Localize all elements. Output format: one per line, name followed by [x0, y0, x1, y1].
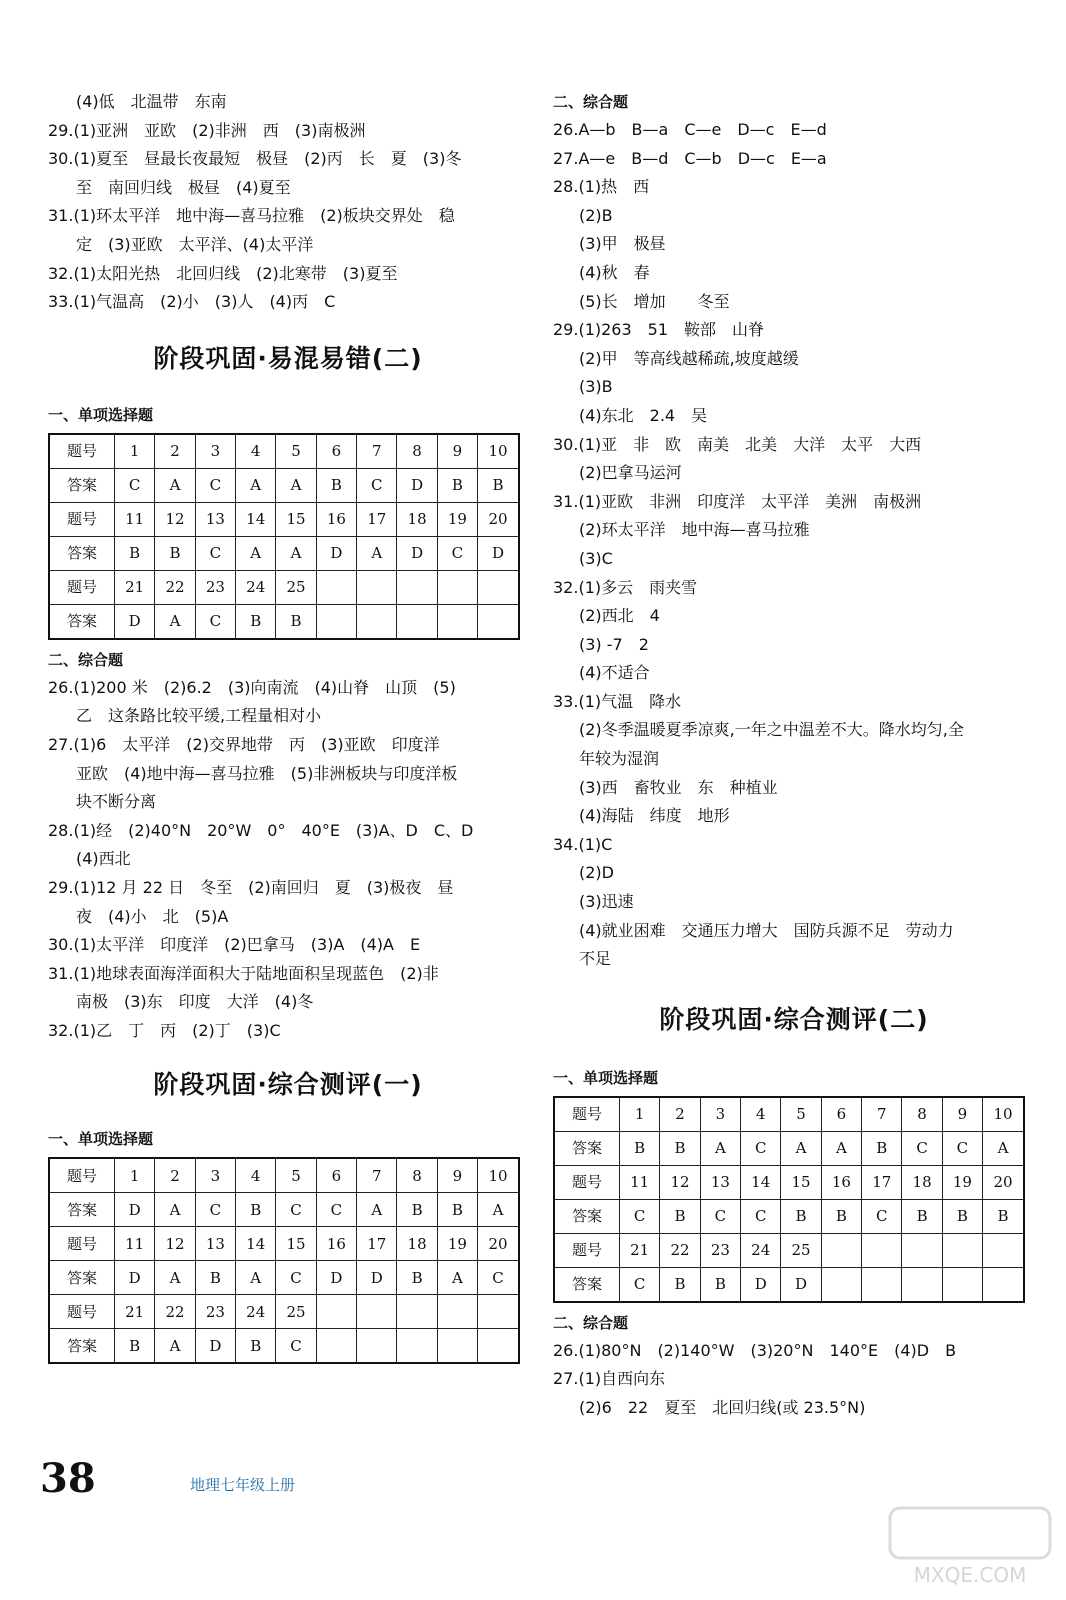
answer-cell: D — [741, 1267, 781, 1302]
answer-cell — [478, 604, 519, 639]
answer-line: 32.(1)多云 雨夹雪 — [553, 577, 698, 597]
answer-cell: B — [862, 1131, 902, 1165]
answer-cell: A — [155, 604, 195, 639]
answer-cell: B — [397, 1193, 437, 1227]
answer-cell: B — [983, 1199, 1024, 1233]
answer-line: (4)就业困难 交通压力增大 国防兵源不足 劳动力 — [579, 920, 954, 940]
answer-line: 块不断分离 — [76, 792, 157, 812]
answer-cell: B — [478, 468, 519, 502]
answer-cell: D — [357, 1261, 397, 1295]
answer-cell: 12 — [660, 1165, 700, 1199]
answer-line: 32.(1)乙 丁 丙 (2)丁 (3)C — [48, 1020, 281, 1040]
answer-cell: 13 — [195, 1227, 235, 1261]
answer-cell: 19 — [942, 1165, 982, 1199]
answer-cell: C — [276, 1261, 316, 1295]
table-row — [49, 1261, 519, 1295]
answer-cell: C — [862, 1199, 902, 1233]
answer-cell: C — [195, 604, 235, 639]
answer-cell: 16 — [821, 1165, 861, 1199]
answer-cell: B — [276, 604, 316, 639]
answer-cell: B — [700, 1267, 740, 1302]
row-header-cell: 题号 — [554, 1165, 620, 1199]
answer-lines-block — [553, 1337, 1035, 1423]
answer-cell — [397, 1295, 437, 1329]
row-header-cell: 答案 — [554, 1131, 620, 1165]
answer-table — [48, 1157, 520, 1364]
answer-cell: A — [236, 1261, 276, 1295]
answer-cell: B — [660, 1199, 700, 1233]
answer-cell: C — [620, 1199, 660, 1233]
answer-cell — [357, 570, 397, 604]
answer-cell — [478, 570, 519, 604]
answer-cell: B — [902, 1199, 942, 1233]
answer-cell: 6 — [316, 434, 356, 469]
answer-line: (3)C — [579, 548, 613, 568]
row-header-cell: 题号 — [49, 1295, 115, 1329]
row-header-cell: 答案 — [49, 536, 115, 570]
answer-cell: 24 — [236, 570, 276, 604]
answer-cell: 8 — [397, 434, 437, 469]
answer-line: 31.(1)亚欧 非洲 印度洋 太平洋 美洲 南极洲 — [553, 491, 922, 511]
answer-cell: 18 — [397, 502, 437, 536]
answer-cell: C — [276, 1329, 316, 1364]
answer-cell: 22 — [155, 1295, 195, 1329]
answer-line: 29.(1)12 月 22 日 冬至 (2)南回归 夏 (3)极夜 昼 — [48, 877, 454, 897]
section-title: 阶段巩固·综合测评(一) — [153, 1070, 423, 1100]
answer-cell — [437, 1329, 477, 1364]
section-heading: 一、单项选择题 — [553, 1068, 659, 1087]
answer-cell: B — [155, 536, 195, 570]
answer-line: 33.(1)气温 降水 — [553, 691, 682, 711]
answer-line: (5)长 增加 冬至 — [579, 291, 730, 311]
answer-cell: 5 — [276, 1158, 316, 1193]
answer-cell: A — [236, 468, 276, 502]
answer-cell: 20 — [983, 1165, 1024, 1199]
section-heading: 一、单项选择题 — [48, 405, 154, 424]
answer-line: 26.(1)200 米 (2)6.2 (3)向南流 (4)山脊 山顶 (5) — [48, 677, 456, 697]
answer-cell — [821, 1267, 861, 1302]
answer-cell: 15 — [276, 1227, 316, 1261]
answer-line: (2)环太平洋 地中海—喜马拉雅 — [579, 520, 810, 540]
answer-cell: A — [478, 1193, 519, 1227]
answer-cell: D — [115, 604, 155, 639]
answer-cell: A — [357, 536, 397, 570]
answer-cell: 23 — [195, 1295, 235, 1329]
answer-cell: 1 — [115, 434, 155, 469]
section-heading: 二、综合题 — [48, 650, 124, 669]
answer-line: 乙 这条路比较平缓,工程量相对小 — [76, 706, 322, 726]
section-heading: 一、单项选择题 — [48, 1130, 154, 1149]
answer-line: (4)东北 2.4 吴 — [579, 405, 708, 425]
answer-cell: C — [620, 1267, 660, 1302]
answer-cell: 24 — [741, 1233, 781, 1267]
table-row — [49, 1329, 519, 1364]
answer-cell: D — [316, 536, 356, 570]
answer-cell — [316, 604, 356, 639]
answer-line: (2)西北 4 — [579, 606, 660, 626]
answer-cell: A — [276, 536, 316, 570]
table-row — [554, 1131, 1024, 1165]
answer-cell: 9 — [942, 1097, 982, 1132]
answer-line: (2)B — [579, 205, 613, 225]
answer-cell: C — [741, 1199, 781, 1233]
answer-cell — [397, 570, 437, 604]
answer-line: (3) -7 2 — [579, 634, 649, 654]
answer-cell: 16 — [316, 502, 356, 536]
answer-cell: A — [700, 1131, 740, 1165]
answer-line: 29.(1)亚洲 亚欧 (2)非洲 西 (3)南极洲 — [48, 120, 366, 140]
answer-line: 26.A—b B—a C—e D—c E—d — [553, 120, 827, 139]
answer-line: 31.(1)环太平洋 地中海—喜马拉雅 (2)板块交界处 稳 — [48, 206, 455, 226]
answer-cell — [478, 1329, 519, 1364]
answer-cell — [357, 1329, 397, 1364]
row-header-cell: 题号 — [554, 1233, 620, 1267]
answer-cell: C — [741, 1131, 781, 1165]
row-header-cell: 答案 — [49, 1329, 115, 1364]
answer-cell — [316, 1295, 356, 1329]
answer-cell: 22 — [155, 570, 195, 604]
answer-cell: 21 — [115, 1295, 155, 1329]
answer-cell: 3 — [700, 1097, 740, 1132]
answer-line: 28.(1)经 (2)40°N 20°W 0° 40°E (3)A、D C、D — [48, 820, 474, 840]
row-header-cell: 答案 — [49, 1193, 115, 1227]
answer-cell — [902, 1233, 942, 1267]
answer-cell: A — [155, 1261, 195, 1295]
answer-cell: 9 — [437, 1158, 477, 1193]
answer-cell: 25 — [276, 570, 316, 604]
answer-line: (4)海陆 纬度 地形 — [579, 806, 730, 826]
answer-line: (4)低 北温带 东南 — [76, 92, 227, 111]
answer-cell: 9 — [437, 434, 477, 469]
answer-cell — [397, 604, 437, 639]
answer-line: 南极 (3)东 印度 大洋 (4)冬 — [76, 992, 314, 1012]
table-row — [49, 434, 519, 469]
answer-cell: 3 — [195, 1158, 235, 1193]
answer-cell: D — [397, 468, 437, 502]
answer-line: 30.(1)夏至 昼最长夜最短 极昼 (2)丙 长 夏 (3)冬 — [48, 149, 462, 169]
answer-cell: 17 — [357, 1227, 397, 1261]
table-row — [49, 1158, 519, 1193]
row-header-cell: 题号 — [49, 1227, 115, 1261]
answer-cell: 4 — [741, 1097, 781, 1132]
answer-line: (3)甲 极昼 — [579, 234, 666, 254]
answer-line: (2)6 22 夏至 北回归线(或 23.5°N) — [579, 1398, 866, 1417]
answer-cell: 8 — [902, 1097, 942, 1132]
answer-line: (2)巴拿马运河 — [579, 463, 682, 483]
answer-cell: 17 — [862, 1165, 902, 1199]
answer-cell: 13 — [195, 502, 235, 536]
answer-cell: B — [115, 1329, 155, 1364]
answer-line: 夜 (4)小 北 (5)A — [76, 906, 229, 926]
section-heading: 二、综合题 — [553, 1313, 629, 1332]
section-title: 阶段巩固·易混易错(二) — [153, 343, 423, 373]
answer-cell: C — [357, 468, 397, 502]
answer-cell: B — [316, 468, 356, 502]
table-row — [554, 1097, 1024, 1132]
answer-cell — [397, 1329, 437, 1364]
answer-cell: 12 — [155, 502, 195, 536]
answer-cell: A — [276, 468, 316, 502]
answer-cell: 20 — [478, 1227, 519, 1261]
answer-cell: C — [902, 1131, 942, 1165]
answer-cell — [942, 1267, 982, 1302]
answer-cell: C — [276, 1193, 316, 1227]
answer-cell: 23 — [195, 570, 235, 604]
answer-line: 29.(1)263 51 鞍部 山脊 — [553, 320, 765, 340]
answer-line: (2)甲 等高线越稀疏,坡度越缓 — [579, 348, 799, 368]
answer-cell: B — [397, 1261, 437, 1295]
answer-line: 34.(1)C — [553, 834, 613, 854]
answer-cell: B — [437, 1193, 477, 1227]
answer-cell: 7 — [357, 434, 397, 469]
answer-cell: 15 — [276, 502, 316, 536]
table-row — [49, 1193, 519, 1227]
table-row — [49, 468, 519, 502]
answer-cell: B — [660, 1131, 700, 1165]
answer-line: 年较为湿润 — [579, 749, 660, 769]
answer-cell: 23 — [700, 1233, 740, 1267]
watermark-logo-icon — [880, 1500, 1060, 1590]
answer-cell: C — [942, 1131, 982, 1165]
answer-cell: B — [620, 1131, 660, 1165]
table-row — [49, 1227, 519, 1261]
answer-lines-block — [48, 88, 528, 317]
answer-cell: 10 — [983, 1097, 1024, 1132]
answer-cell: A — [357, 1193, 397, 1227]
answer-cell — [821, 1233, 861, 1267]
table-row — [554, 1267, 1024, 1302]
answer-cell: 2 — [155, 434, 195, 469]
answer-cell: B — [660, 1267, 700, 1302]
answer-cell: B — [195, 1261, 235, 1295]
answer-cell: 7 — [357, 1158, 397, 1193]
answer-cell: B — [236, 1193, 276, 1227]
answer-cell: C — [195, 1193, 235, 1227]
answer-cell: A — [155, 1193, 195, 1227]
watermark-text: MXQE.COM — [913, 1563, 1027, 1587]
table-row — [49, 536, 519, 570]
answer-cell: 17 — [357, 502, 397, 536]
page-number: 38 — [40, 1455, 96, 1502]
answer-cell — [983, 1233, 1024, 1267]
answer-cell: 16 — [316, 1227, 356, 1261]
answer-cell: 6 — [821, 1097, 861, 1132]
answer-cell: 10 — [478, 434, 519, 469]
answer-cell: B — [942, 1199, 982, 1233]
answer-cell: 21 — [115, 570, 155, 604]
table-row — [49, 1295, 519, 1329]
answer-cell: D — [115, 1193, 155, 1227]
answer-cell — [316, 570, 356, 604]
answer-cell: B — [821, 1199, 861, 1233]
row-header-cell: 答案 — [49, 604, 115, 639]
answer-cell: D — [397, 536, 437, 570]
book-title: 地理七年级上册 — [190, 1476, 296, 1494]
answer-cell: 2 — [155, 1158, 195, 1193]
answer-line: (3)西 畜牧业 东 种植业 — [579, 777, 778, 797]
answer-line: 不足 — [579, 949, 612, 969]
answer-cell: A — [155, 1329, 195, 1364]
answer-cell: A — [781, 1131, 821, 1165]
answer-cell: C — [195, 468, 235, 502]
answer-cell: 2 — [660, 1097, 700, 1132]
answer-cell: 25 — [276, 1295, 316, 1329]
row-header-cell: 答案 — [49, 468, 115, 502]
answer-cell: 18 — [902, 1165, 942, 1199]
answer-table — [48, 433, 520, 640]
answer-cell — [437, 570, 477, 604]
answer-cell: D — [316, 1261, 356, 1295]
answer-cell: C — [437, 536, 477, 570]
answer-line: 27.A—e B—d C—b D—c E—a — [553, 148, 827, 168]
row-header-cell: 答案 — [554, 1199, 620, 1233]
answer-cell: 13 — [700, 1165, 740, 1199]
answer-table — [553, 1096, 1025, 1303]
table-row — [554, 1199, 1024, 1233]
answer-cell: C — [700, 1199, 740, 1233]
answer-cell: C — [115, 468, 155, 502]
row-header-cell: 题号 — [49, 1158, 115, 1193]
answer-cell: 14 — [236, 1227, 276, 1261]
answer-cell — [862, 1267, 902, 1302]
answer-line: (4)秋 春 — [579, 262, 650, 282]
table-row — [554, 1165, 1024, 1199]
table-row — [49, 604, 519, 639]
answer-cell: 4 — [236, 434, 276, 469]
answer-cell: D — [195, 1329, 235, 1364]
answer-cell: 20 — [478, 502, 519, 536]
answer-cell: 11 — [620, 1165, 660, 1199]
answer-line: (2)冬季温暖夏季凉爽,一年之中温差不大。降水均匀,全 — [579, 720, 964, 740]
row-header-cell: 答案 — [49, 1261, 115, 1295]
answer-cell: 22 — [660, 1233, 700, 1267]
answer-cell: 10 — [478, 1158, 519, 1193]
section-title: 阶段巩固·综合测评(二) — [659, 1004, 929, 1034]
answer-cell: A — [821, 1131, 861, 1165]
answer-cell: 19 — [437, 1227, 477, 1261]
answer-cell: 12 — [155, 1227, 195, 1261]
answer-line: 28.(1)热 西 — [553, 177, 650, 197]
answer-cell: 15 — [781, 1165, 821, 1199]
row-header-cell: 题号 — [554, 1097, 620, 1132]
answer-cell: 18 — [397, 1227, 437, 1261]
right-column — [553, 88, 1035, 1423]
table-row — [49, 502, 519, 536]
answer-line: 至 南回归线 极昼 (4)夏至 — [76, 177, 291, 197]
answer-cell: 25 — [781, 1233, 821, 1267]
answer-cell — [437, 1295, 477, 1329]
answer-line: 定 (3)亚欧 太平洋、(4)太平洋 — [76, 234, 314, 254]
answer-cell: A — [236, 536, 276, 570]
answer-cell: 19 — [437, 502, 477, 536]
answer-line: 27.(1)自西向东 — [553, 1369, 666, 1389]
answer-cell — [983, 1267, 1024, 1302]
answer-line: 亚欧 (4)地中海—喜马拉雅 (5)非洲板块与印度洋板 — [76, 763, 458, 783]
row-header-cell: 题号 — [49, 434, 115, 469]
left-column — [48, 88, 528, 1370]
answer-cell: 1 — [620, 1097, 660, 1132]
answer-cell: 11 — [115, 1227, 155, 1261]
answer-cell: B — [115, 536, 155, 570]
table-row — [554, 1233, 1024, 1267]
answer-cell: 6 — [316, 1158, 356, 1193]
answer-cell: 4 — [236, 1158, 276, 1193]
table-row — [49, 570, 519, 604]
answer-cell: 14 — [741, 1165, 781, 1199]
answer-cell — [357, 1295, 397, 1329]
answer-cell: 1 — [115, 1158, 155, 1193]
answer-cell: C — [316, 1193, 356, 1227]
answer-cell: A — [437, 1261, 477, 1295]
row-header-cell: 题号 — [49, 502, 115, 536]
row-header-cell: 题号 — [49, 570, 115, 604]
answer-line: 30.(1)太平洋 印度洋 (2)巴拿马 (3)A (4)A E — [48, 935, 421, 955]
answer-cell: 5 — [276, 434, 316, 469]
answer-cell: B — [781, 1199, 821, 1233]
answer-cell: B — [236, 604, 276, 639]
answer-cell: A — [155, 468, 195, 502]
answer-cell: 7 — [862, 1097, 902, 1132]
answer-line: (4)西北 — [76, 849, 131, 869]
answer-cell: D — [478, 536, 519, 570]
answer-cell: D — [115, 1261, 155, 1295]
answer-cell: 5 — [781, 1097, 821, 1132]
answer-cell — [316, 1329, 356, 1364]
answer-cell: 14 — [236, 502, 276, 536]
answer-cell: 8 — [397, 1158, 437, 1193]
answer-cell — [862, 1233, 902, 1267]
answer-cell — [478, 1295, 519, 1329]
answer-line: (3)B — [579, 377, 613, 397]
answer-lines-block — [553, 116, 1035, 974]
answer-cell — [357, 604, 397, 639]
answer-cell — [942, 1233, 982, 1267]
answer-cell — [902, 1267, 942, 1302]
answer-line: 31.(1)地球表面海洋面积大于陆地面积呈现蓝色 (2)非 — [48, 963, 439, 983]
answer-cell: B — [437, 468, 477, 502]
answer-cell: 3 — [195, 434, 235, 469]
answer-cell: B — [236, 1329, 276, 1364]
answer-line: 33.(1)气温高 (2)小 (3)人 (4)丙 C — [48, 292, 336, 312]
section-heading: 二、综合题 — [553, 93, 629, 111]
row-header-cell: 答案 — [554, 1267, 620, 1302]
answer-line: 30.(1)亚 非 欧 南美 北美 大洋 太平 大西 — [553, 434, 922, 454]
answer-cell: C — [195, 536, 235, 570]
answer-cell: 11 — [115, 502, 155, 536]
answer-line: 32.(1)太阳光热 北回归线 (2)北寒带 (3)夏至 — [48, 263, 398, 283]
answer-cell: 24 — [236, 1295, 276, 1329]
answer-cell: A — [983, 1131, 1024, 1165]
answer-line: 26.(1)80°N (2)140°W (3)20°N 140°E (4)D B — [553, 1340, 957, 1360]
answer-cell — [437, 604, 477, 639]
answer-line: (2)D — [579, 863, 614, 883]
answer-line: (4)不适合 — [579, 663, 650, 683]
answer-cell: C — [478, 1261, 519, 1295]
answer-line: (3)迅速 — [579, 892, 634, 912]
answer-line: 27.(1)6 太平洋 (2)交界地带 丙 (3)亚欧 印度洋 — [48, 734, 440, 754]
answer-cell: 21 — [620, 1233, 660, 1267]
answer-lines-block — [48, 674, 528, 1046]
answer-cell: D — [781, 1267, 821, 1302]
